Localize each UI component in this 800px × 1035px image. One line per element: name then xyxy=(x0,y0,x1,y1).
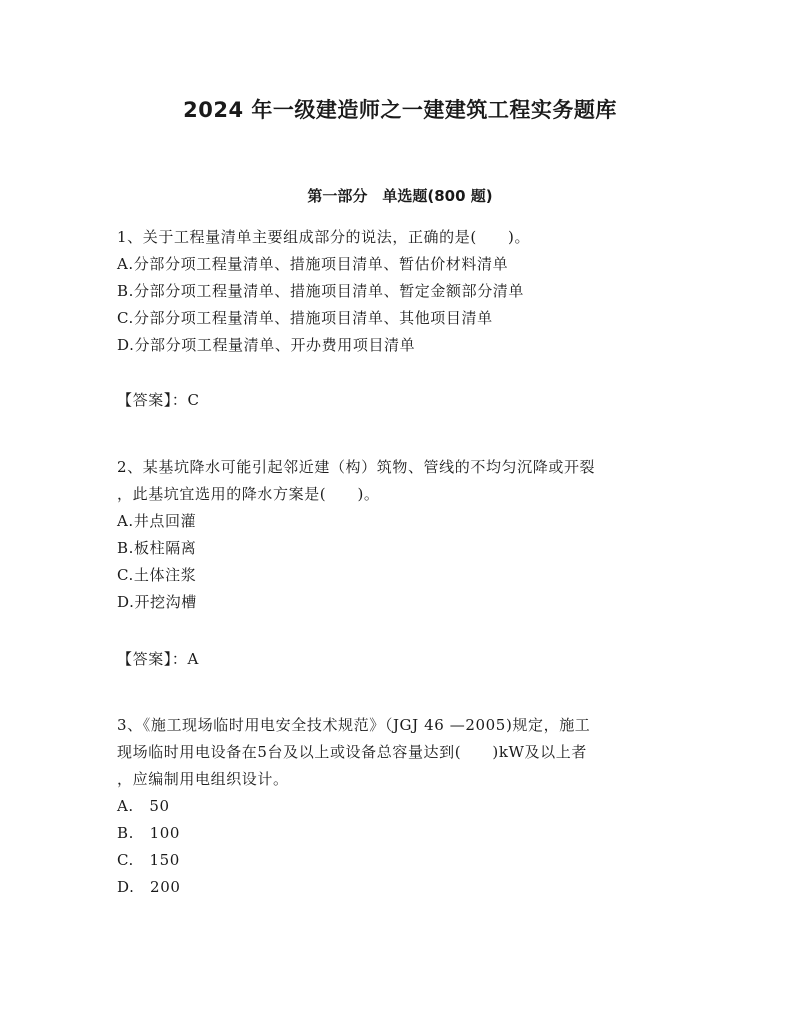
question-stem: 3、《施工现场临时用电安全技术规范》（JGJ 46 —2005)规定，施工 现场临时用电设备在5台及以上或设备总容量达到( )kW及以上者 ，应编制用电组织设计。 xyxy=(117,716,591,788)
option-a: A.井点回灌 xyxy=(117,512,197,530)
question-stem: 1、关于工程量清单主要组成部分的说法，正确的是( )。 xyxy=(117,228,531,246)
question-2 xyxy=(117,454,697,616)
question-stem: 2、某基坑降水可能引起邻近建（构）筑物、管线的不均匀沉降或开裂 ，此基坑宜选用的降水方案是( )。 xyxy=(117,458,596,503)
option-b: B. 100 xyxy=(117,824,181,842)
option-b: B.板柱隔离 xyxy=(117,539,197,557)
option-d: D.开挖沟槽 xyxy=(117,593,197,611)
option-d: D.分部分项工程量清单、开办费用项目清单 xyxy=(117,336,416,354)
answer-1: 【答案】：C xyxy=(117,391,200,409)
option-c: C.土体注浆 xyxy=(117,566,197,584)
option-d: D. 200 xyxy=(117,878,181,896)
option-b: B.分部分项工程量清单、措施项目清单、暂定金额部分清单 xyxy=(117,282,524,300)
document-title: 2024 年一级建造师之一建建筑工程实务题库 xyxy=(183,98,617,122)
option-a: A.分部分项工程量清单、措施项目清单、暂估价材料清单 xyxy=(117,255,509,273)
answer-2: 【答案】：A xyxy=(117,650,199,668)
option-a: A. 50 xyxy=(117,797,170,815)
section-heading: 第一部分 单选题(800 题) xyxy=(307,187,493,205)
question-1 xyxy=(117,224,697,359)
question-3 xyxy=(117,712,697,901)
option-c: C.分部分项工程量清单、措施项目清单、其他项目清单 xyxy=(117,309,493,327)
option-c: C. 150 xyxy=(117,851,180,869)
